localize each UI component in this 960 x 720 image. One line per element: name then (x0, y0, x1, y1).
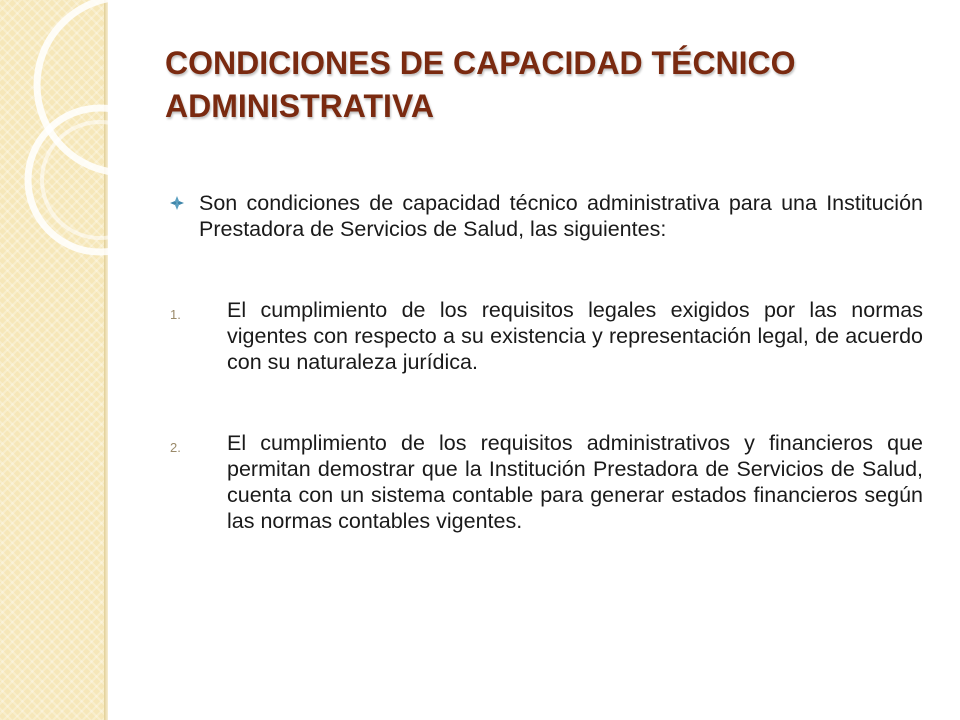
list-item-text: El cumplimiento de los requisitos administrativos y financieros que permitan demostrar que la Institución Prestadora de Servicios de Salud, cuenta con un sistema contable para generar estados financieros según las normas contables vigentes. (227, 431, 923, 533)
list-item-number: 1. (170, 307, 181, 322)
list-item-number: 2. (170, 440, 181, 455)
list-item-text: El cumplimiento de los requisitos legales exigidos por las normas vigentes con respecto a su existencia y representación legal, de acuerdo con su naturaleza jurídica. (227, 298, 923, 374)
side-panel-edge (104, 0, 108, 720)
list-item (165, 430, 923, 534)
slide-title: CONDICIONES DE CAPACIDAD TÉCNICO ADMINISTRATIVA (165, 45, 796, 124)
intro-text: Son condiciones de capacidad técnico administrativa para una Institución Prestadora de Servicios de Salud, las siguientes: (199, 191, 923, 241)
slide-content (165, 190, 923, 534)
decorative-side-panel (0, 0, 104, 720)
list-item (165, 297, 923, 375)
intro-bullet (165, 190, 923, 242)
diamond-bullet-icon (169, 195, 185, 211)
